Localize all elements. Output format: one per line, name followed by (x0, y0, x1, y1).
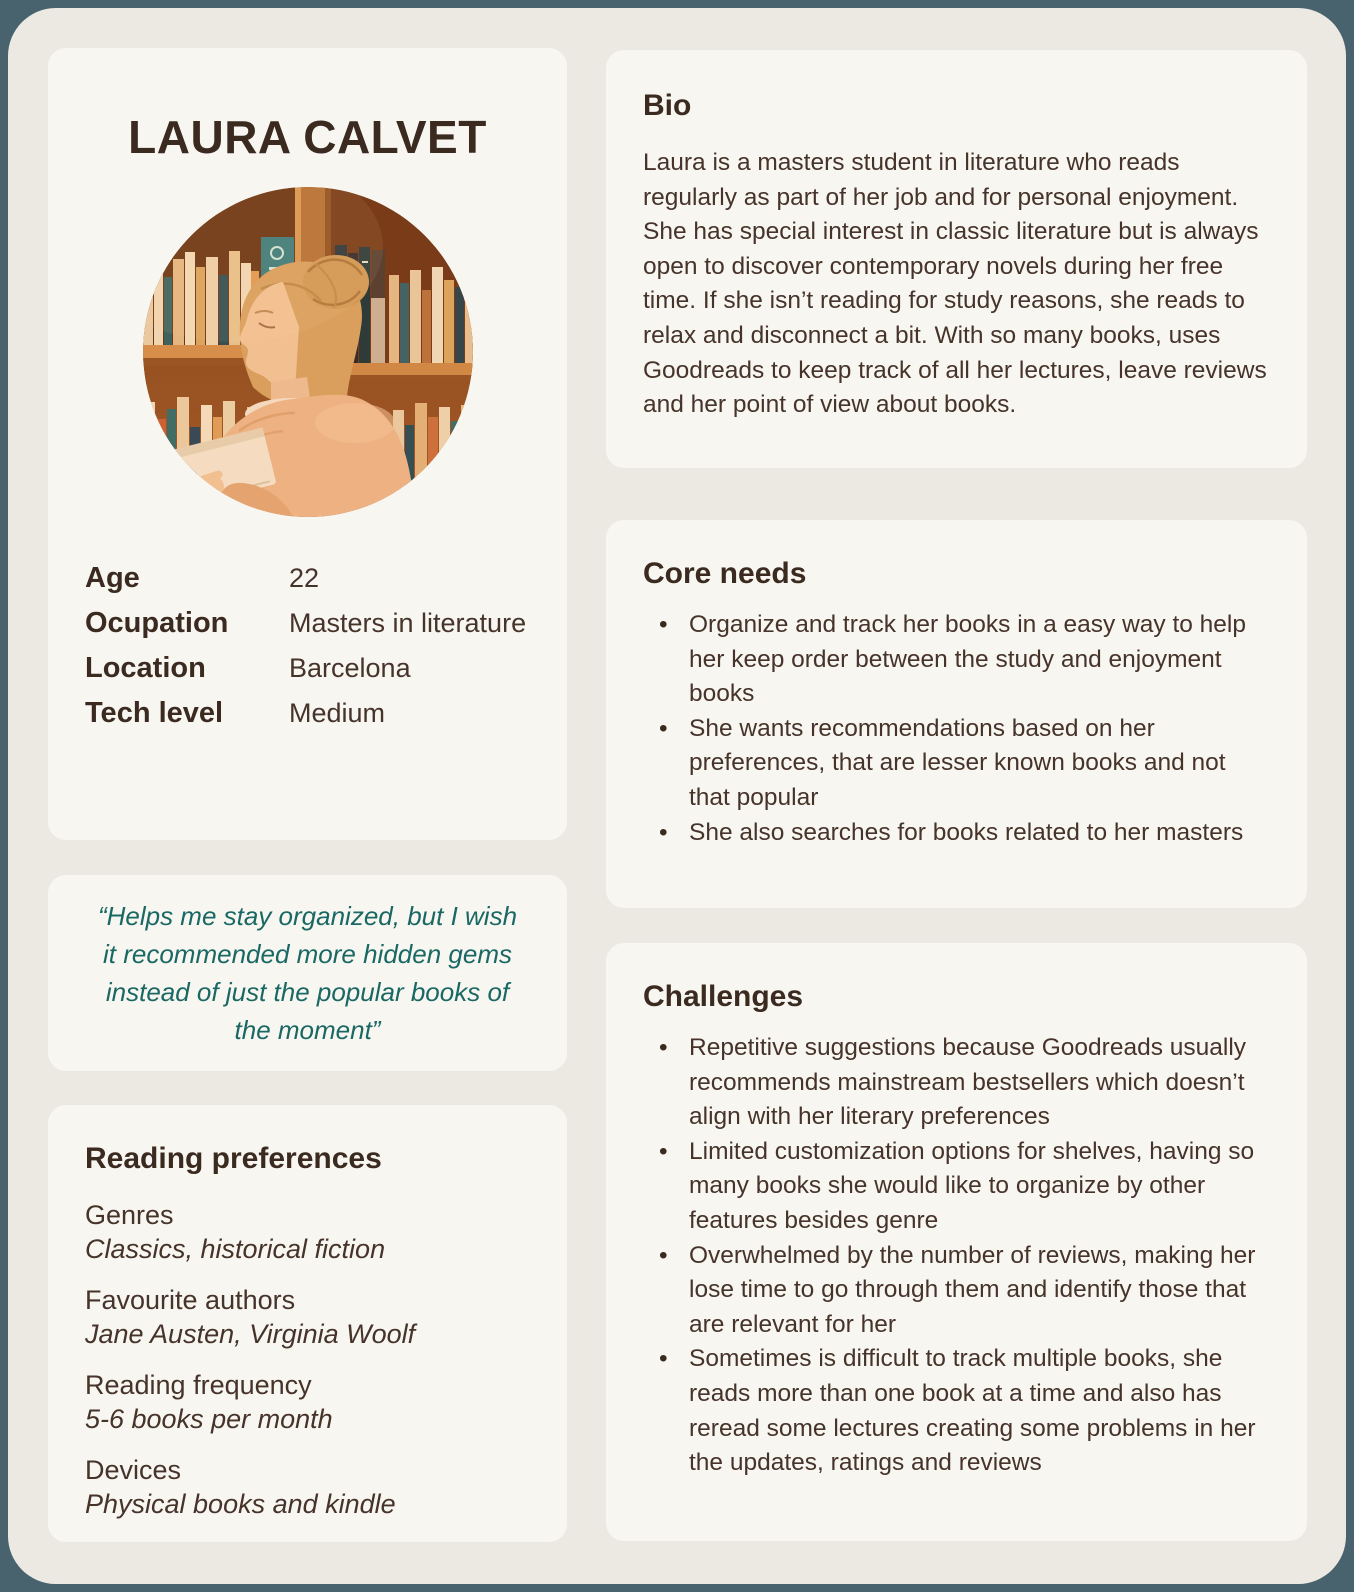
demo-label-tech-level: Tech level (85, 696, 224, 729)
demo-label-location: Location (85, 651, 206, 684)
profile-photo (143, 187, 473, 517)
core-need-item: • Organize and track her books in a easy way to help her keep order between the study and enjoyment books (643, 608, 1269, 712)
quote-text: “Helps me stay organized, but I wish it recommended more hidden gems instead of just the popular books of the moment” (97, 901, 518, 1045)
challenges-list (643, 1031, 1269, 1481)
core-needs-heading: Core needs (643, 557, 807, 590)
pref-item-favourite-authors (85, 1283, 533, 1351)
pref-label: Genres (85, 1200, 174, 1230)
pref-label: Reading frequency (85, 1370, 312, 1400)
bio-text: Laura is a masters student in literature who reads regularly as part of her job and for personal enjoyment. She has special interest in classic literature but is always open to discover contemporary novels during her free time. If she isn’t reading for study reasons, she reads to relax and disconnect a bit. With so many books, uses Goodreads to keep track of all her lectures, leave reviews and her point of view about books. (643, 149, 1267, 419)
profile-card (48, 48, 567, 840)
pref-value: Jane Austen, Virginia Woolf (85, 1319, 416, 1349)
persona-page (8, 8, 1346, 1584)
pref-label: Favourite authors (85, 1285, 296, 1315)
bookshelf-portrait-illustration (143, 187, 473, 517)
bio-heading: Bio (643, 89, 692, 122)
demo-value-location: Barcelona (289, 652, 411, 683)
core-need-item: • She wants recommendations based on her preferences, that are lesser known books and not that popular (643, 712, 1269, 816)
challenge-item: • Repetitive suggestions because Goodreads usually recommends mainstream bestsellers which doesn’t align with her literary preferences (643, 1031, 1269, 1135)
persona-name: LAURA CALVET (128, 111, 487, 163)
core-need-item: • She also searches for books related to her masters (643, 816, 1269, 851)
right-column (606, 48, 1307, 1541)
demo-value-ocupation: Masters in literature (289, 607, 527, 638)
reading-preferences-card (48, 1105, 567, 1542)
pref-item-devices (85, 1453, 533, 1521)
challenge-item: • Sometimes is difficult to track multiple books, she reads more than one book at a time and also has reread some lectures creating some problems in her the updates, ratings and reviews (643, 1342, 1269, 1480)
challenges-card (606, 943, 1307, 1541)
pref-value: 5-6 books per month (85, 1404, 333, 1434)
core-needs-list (643, 608, 1269, 850)
reading-preferences-heading: Reading preferences (85, 1142, 382, 1175)
demographics-list (85, 561, 567, 730)
pref-item-genres (85, 1198, 533, 1266)
demo-label-age: Age (85, 561, 140, 594)
bio-card (606, 50, 1307, 468)
pref-value: Classics, historical fiction (85, 1234, 386, 1264)
demo-label-ocupation: Ocupation (85, 606, 229, 639)
core-needs-card (606, 520, 1307, 908)
quote-card (48, 875, 567, 1071)
challenges-heading: Challenges (643, 980, 804, 1013)
demo-value-tech-level: Medium (289, 697, 386, 728)
left-column (48, 48, 567, 1542)
pref-label: Devices (85, 1455, 182, 1485)
columns (8, 8, 1346, 1582)
challenge-item: • Overwhelmed by the number of reviews, making her lose time to go through them and identify those that are relevant for her (643, 1239, 1269, 1343)
pref-item-reading-frequency (85, 1368, 533, 1436)
pref-value: Physical books and kindle (85, 1489, 396, 1519)
challenge-item: • Limited customization options for shelves, having so many books she would like to organize by other features besides genre (643, 1135, 1269, 1239)
demo-value-age: 22 (289, 562, 320, 593)
